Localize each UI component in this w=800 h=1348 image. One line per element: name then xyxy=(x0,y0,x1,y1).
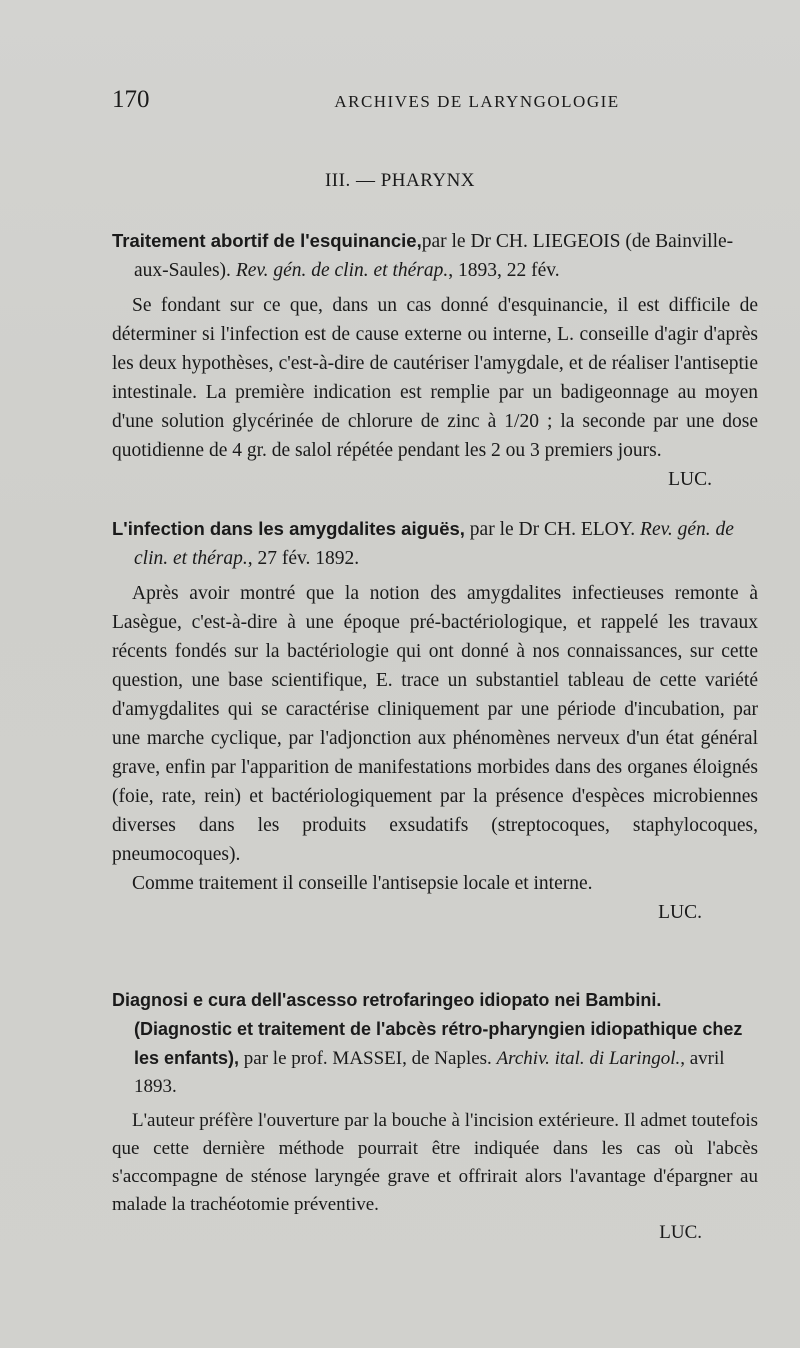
abstract-entry xyxy=(112,514,758,927)
page-number: 170 xyxy=(112,86,150,113)
journal-source: Rev. gén. de clin. et thérap. xyxy=(134,519,734,569)
entry-title xyxy=(112,226,758,285)
entry-title xyxy=(112,514,758,573)
abstract-entry xyxy=(112,986,758,1247)
article-title: Diagnosi e cura dell'ascesso retrofaringeo idiopato nei Bambini. (Diagnostic et traitement de l'abcès rétro-pharyngien idiopathique chez les enfants), xyxy=(112,990,743,1068)
running-title: ARCHIVES DE LARYNGOLOGIE xyxy=(334,92,620,111)
reviewer-signature: LUC. xyxy=(668,469,712,490)
abstract-body-conclusion: Comme traitement il conseille l'antisepsie locale et interne. xyxy=(132,873,593,894)
author-name: CH. LIEGEOIS xyxy=(495,231,621,252)
abstract-body: Après avoir montré que la notion des amygdalites infectieuses remonte à Lasègue, c'est-à-dire à une époque pré-bactériologique, et rappelé les travaux récents fondés sur la bactériologie qui ont donné à nos connaissances, sur cette question, une base scientifique, E. trace un substantiel tableau de cette variété d'amygdalites qui se caractérise cliniquement par une période d'incubation, par une marche cyclique, par l'adjonction aux phénomènes nerveux d'un état général grave, enfin par l'apparition de manifestations morbides dans des organes éloignés (foie, rate, rein) et bactériologiquement par la présence d'espèces microbiennes diverses dans les produits exsudatifs (streptocoques, staphylocoques, pneumocoques). xyxy=(112,583,758,865)
journal-source: Rev. gén. de clin. et thérap. xyxy=(235,260,449,281)
author-prefix: par le Dr xyxy=(464,519,544,540)
author-name: CH. ELOY. xyxy=(543,519,636,540)
author-name: MASSEI xyxy=(332,1048,403,1069)
abstract-body: L'auteur préfère l'ouverture par la bouche à l'incision extérieure. Il admet toutefois que cette dernière méthode pourrait être indiquée dans les cas où l'abcès s'accompagne de sténose laryngée grave et offrirait alors l'avantage d'épargner au malade la trachéotomie préventive. xyxy=(112,1110,758,1215)
section-title: III. — PHARYNX xyxy=(324,170,476,191)
entry-title xyxy=(112,986,758,1101)
journal-source: Archiv. ital. di Laringol. xyxy=(496,1048,681,1069)
article-title: Traitement abortif de l'esquinancie, xyxy=(112,230,422,251)
reviewer-signature: LUC. xyxy=(658,902,702,923)
reviewer-signature: LUC. xyxy=(659,1222,702,1243)
publication-date: , 27 fév. 1892. xyxy=(247,548,360,569)
abstract-entry xyxy=(112,226,758,494)
page-header xyxy=(112,86,742,114)
author-prefix: par le prof. xyxy=(239,1048,333,1069)
author-suffix: (de Bainville-aux-Saules). xyxy=(134,231,734,281)
abstract-body xyxy=(112,291,758,490)
article-title: L'infection dans les amygdalites aiguës, xyxy=(112,518,465,539)
publication-date: , 1893, 22 fév. xyxy=(448,260,560,281)
author-suffix: , de Naples. xyxy=(402,1048,497,1069)
abstract-text: Se fondant sur ce que, dans un cas donné d'esquinancie, il est difficile de déterminer si l'infection est de cause externe ou interne, L. conseille d'agir d'après les deux hypothèses, c'est-à-dire de cautériser l'amygdale, et de réaliser l'antiseptie intestinale. La première indication est remplie par un badigeonnage au moyen d'une solution glycérinée de chlorure de zinc à 1/20 ; la seconde par une dose quotidienne de 4 gr. de salol répétée pendant les 2 ou 3 premiers jours. xyxy=(112,295,758,461)
publication-date: , avril 1893. xyxy=(134,1048,725,1097)
author-prefix: par le Dr xyxy=(421,231,496,252)
